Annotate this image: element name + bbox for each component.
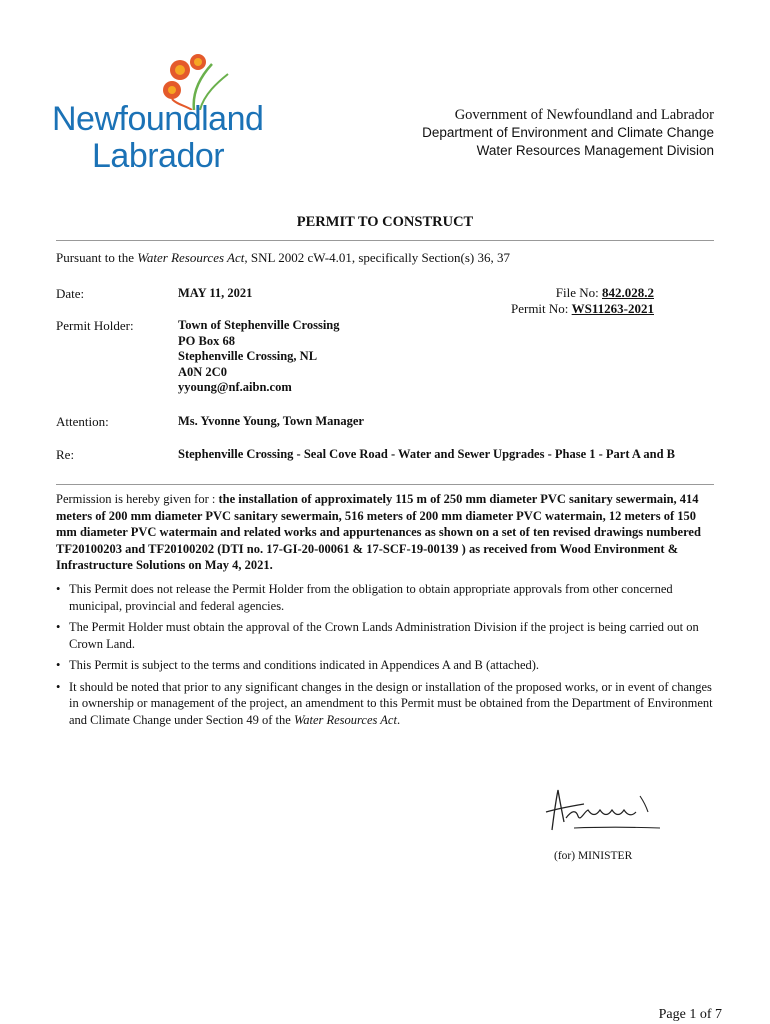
permit-number-label: Permit No: [510,301,572,316]
permission-body: the installation of approximately 115 m of 250 mm diameter PVC sanitary sewermain, 414 meters of 200 mm diameter PVC sanitary sewermain, 516 meters of 200 mm diameter PVC watermain, 12 meters of 150 mm diameter PVC watermain and related works and appurtenances as shown on a set of ten revised drawings numbered TF20100203 and TF20100202 (DTI no. 17-GI-20-00061 & 17-SCF-19-00139 ) as received from Wood Environment & Infrastructure Solutions on May 4, 2021. [56,492,701,572]
attention-label: Attention: [56,414,109,429]
department-name: Department of Environment and Climate Change [422,125,714,140]
act-prefix: Pursuant to the [56,250,138,265]
conditions-list [56,581,718,733]
attention-value: Ms. Yvonne Young, Town Manager [178,414,364,428]
re-label: Re: [56,447,75,462]
list-item: • This Permit does not release the Permit Holder from the obligation to obtain appropriate approvals from other concerned municipal, provincial and federal agencies. [56,581,718,614]
logo-newfoundland: Newfoundland [52,100,264,138]
permit-number-line [511,301,654,317]
date-value: MAY 11, 2021 [178,286,253,300]
amendment-text: It should be noted that prior to any significant changes in the design or installation of the proposed works, or in event of changes in ownership or management of the project, an amendment to this Permit must be obtained from the Department of Environment and Climate Change under Section 49 of the [69,679,713,727]
page-number: Page 1 of 7 [658,1007,722,1022]
list-item [56,679,718,729]
title-divider [56,240,714,241]
government-name: Government of Newfoundland and Labrador [454,107,714,123]
division-name: Water Resources Management Division [476,143,714,158]
date-label: Date: [56,286,85,301]
re-value: Stephenville Crossing - Seal Cove Road - Water and Sewer Upgrades - Phase 1 - Part A and B [178,447,676,461]
amendment-end: . [396,712,401,727]
department-header [422,106,714,160]
permit-number: WS11263-2021 [571,301,654,316]
file-info [511,285,654,317]
nl-government-logo [52,52,282,182]
amendment-act-name: Water Resources Act [293,712,397,727]
act-name: Water Resources Act [137,250,245,265]
holder-name: Town of Stephenville Crossing [178,318,340,332]
permit-holder-address [178,318,340,396]
holder-city: Stephenville Crossing, NL [178,349,318,363]
holder-po-box: PO Box 68 [178,333,235,348]
file-number-label: File No: [555,285,602,300]
holder-email: yyoung@nf.aibn.com [178,380,292,394]
file-number: 842.028.2 [602,285,654,300]
act-reference [56,250,510,266]
signature-caption: (for) MINISTER [554,850,633,862]
permission-intro: Permission is hereby given for : [56,492,219,506]
list-item: • This Permit is subject to the terms and conditions indicated in Appendices A and B (attached). [56,657,718,674]
file-number-line [511,285,654,301]
document-title: PERMIT TO CONSTRUCT [296,214,474,230]
re-divider [56,484,714,485]
minister-signature [540,782,670,840]
act-suffix: , SNL 2002 cW-4.01, specifically Section(s) 36, 37 [244,250,510,265]
holder-postal-code: A0N 2C0 [178,364,227,379]
logo-labrador: Labrador [92,137,225,175]
permit-holder-label: Permit Holder: [56,318,134,333]
list-item: • The Permit Holder must obtain the approval of the Crown Lands Administration Division if the project is being carried out on Crown Land. [56,619,718,652]
permission-paragraph [56,491,716,574]
